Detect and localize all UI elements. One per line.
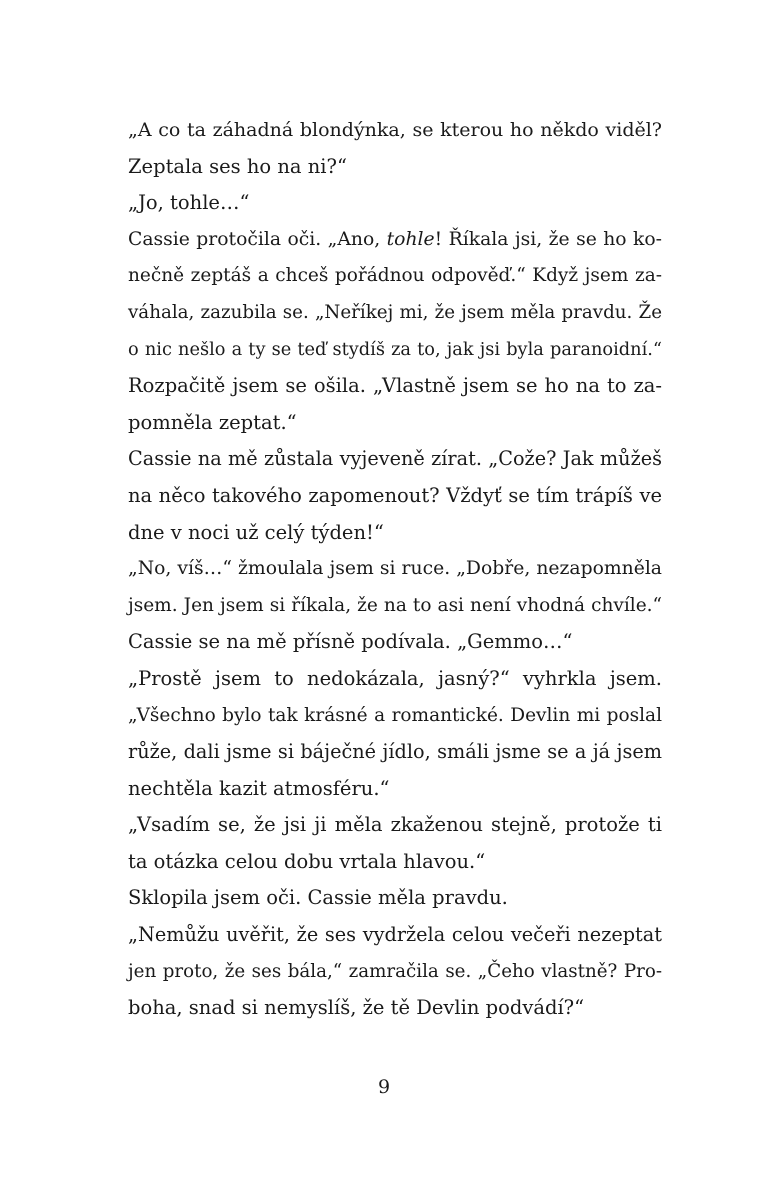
text-line: váhala, zazubila se. „Neříkej mi, že jsem měla pravdu. Že <box>128 301 662 323</box>
text-line: nechtěla kazit atmosféru.“ <box>128 776 390 800</box>
text-line: „Vsadím se, že jsi ji měla zkaženou stejně, protože ti <box>128 813 662 837</box>
body-text <box>128 112 662 1027</box>
text-line: Cassie se na mě přísně podívala. „Gemmo…“ <box>128 630 573 654</box>
text-line: ta otázka celou dobu vrtala hlavou.“ <box>128 849 486 873</box>
text-line: Rozpačitě jsem se ošila. „Vlastně jsem se ho na to za- <box>128 374 662 398</box>
text-line: „Jo, tohle…“ <box>128 191 250 215</box>
text-line: jsem. Jen jsem si říkala, že na to asi není vhodná chvíle.“ <box>128 594 662 616</box>
page-number: 9 <box>377 1076 391 1098</box>
text-line: dne v noci už celý týden!“ <box>128 520 384 544</box>
text-line: „Prostě jsem to nedokázala, jasný?“ vyhrkla jsem. <box>128 666 662 690</box>
text-line: Zeptala ses ho na ni?“ <box>128 154 347 178</box>
text-line: růže, dali jsme si báječné jídlo, smáli jsme se a já jsem <box>128 740 662 764</box>
text-line: Sklopila jsem oči. Cassie měla pravdu. <box>128 886 508 910</box>
text-line: Cassie protočila oči. „Ano, tohle! Říkala jsi, že se ho ko- <box>128 228 662 250</box>
text-line: boha, snad si nemyslíš, že tě Devlin podvádí?“ <box>128 996 585 1020</box>
text-line: „No, víš…“ žmoulala jsem si ruce. „Dobře, nezapomněla <box>128 558 662 580</box>
text-line: Cassie na mě zůstala vyjeveně zírat. „Cože? Jak můžeš <box>128 447 662 471</box>
text-line: na něco takového zapomenout? Vždyť se tím trápíš ve <box>128 483 662 507</box>
text-line: „Nemůžu uvěřit, že ses vydržela celou večeři nezeptat <box>128 923 662 947</box>
text-line: jen proto, že ses bála,“ zamračila se. „Čeho vlastně? Pro- <box>128 960 662 982</box>
text-line: o nic nešlo a ty se teď stydíš za to, jak jsi byla paranoidní.“ <box>128 339 662 360</box>
text-line: nečně zeptáš a chceš pořádnou odpověď.“ Když jsem za- <box>128 265 662 287</box>
text-line: pomněla zeptat.“ <box>128 410 297 434</box>
text-line: „A co ta záhadná blondýnka, se kterou ho někdo viděl? <box>128 119 662 141</box>
text-line: „Všechno bylo tak krásné a romantické. Devlin mi poslal <box>128 704 662 726</box>
